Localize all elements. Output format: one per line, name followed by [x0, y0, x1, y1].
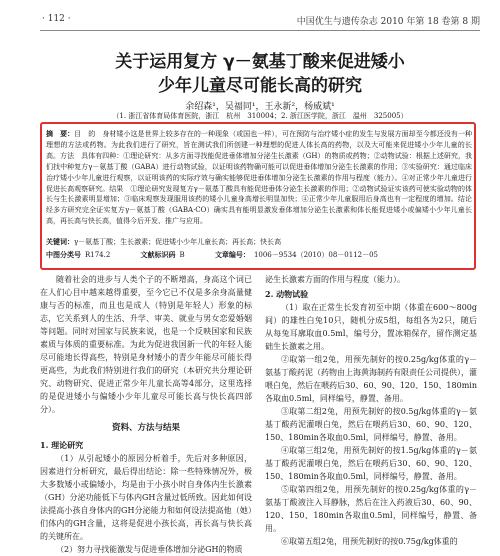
subsection-theory: 1. 理论研究 [40, 440, 84, 450]
title-line-2: 少年儿童尽可能长高的研究 [158, 76, 362, 96]
right-continuation: 泌生长激素方面的作用与程度（能力）。 [265, 275, 405, 284]
clc-value: R174.2 [85, 251, 111, 259]
keywords-label: 关键词： [46, 237, 74, 246]
animal-paragraph: （1）取在正常生长发育初至中期（体重在600～800g间）的雄性白兔10只，随机分成5组，每组各为2只，随后从每兔耳廓取血0.5ml，编号分，置冰箱保存，留作测定基础生长激素之用。 [265, 303, 477, 351]
authors: 余绍森¹，吴福同¹，王永新²，杨威斌¹ [185, 102, 335, 112]
affiliation: （1. 浙江省体育局体育医院，浙江 杭州 310004；2. 浙江医学院，浙江 温州 325005） [112, 112, 408, 120]
section-title: 资料、方法与结果 [111, 423, 180, 433]
classification-line [46, 250, 472, 260]
animal-item: ④取第三组2兔，用预先制好的按1.5g/kg体重的γ－氨基丁酸药泥灌喂白兔，然后在喂药后30、60、90、120、150、180min各取血0.5ml，同样编号，静置、备用。 [265, 446, 477, 481]
theory-paragraph-2: （2）努力寻找能激发与促进垂体增加分泌GH的物质 [56, 545, 243, 554]
article-number-label: 文章编号： [214, 250, 250, 259]
theory-paragraph-1: （1）从引起矮小的原因分析着手，先后对多种原因，因素进行分析研究，最后得出结论：除一些特殊情况外，极大多数矮小或偏矮小，均是由于小孩小时自身体内生长激素（GH）分泌功能低下与体内GH含量过低所致。因此如何设法提高小孩自身体内的GH分泌能力和如何设法提高他（她）们体内的GH含量，这将是促进小孩长高，再长高与快长高的关键所在。 [40, 454, 252, 541]
journal-citation: 中国优生与遗传杂志 2010 年第 18 卷第 8 期 [296, 17, 480, 27]
article-title [40, 50, 480, 98]
doc-code-value: B [179, 251, 185, 259]
animal-item: ⑥取第五组2兔，用预先制好的按0.75g/kg体重的 [281, 537, 458, 546]
subsection-animal: 2. 动物试验 [265, 289, 309, 299]
article-number-value: 1006－9534（2010）08－0112－05 [253, 251, 379, 259]
body-left-column [40, 273, 252, 556]
abstract-text: 目 的 身材矮小这是世界上较多存在的一种现象（或国也一样），可在预防与治疗矮小症的发生与发展方面却至今都还没有一种理想的方法或药物。为此我们进行了研究，旨在测试我们所创建一种理想的促进人体长高的药物，以及大可能来促进矮小少年儿童的长高。方法 具体有四种：①理论研究：从多方面寻找能促进垂体增加分泌生长激素（GH）的物质或药物；②动物试验：根据上述研究，我们找中种复方γ－氨基丁酸（GABA）进行动物试验，以证明该药物确可能可以促进垂体增加分泌生长激素的作用；③实验研究：通过临床治疗矮小少年儿童进行观察，以证明该药的实际疗效与确实能够促进垂体增加分泌生长激素的作用与程度（能力）。④对正常少年儿童进行促进长高观察研究。结果 ①理论研究发现复方γ－氨基丁酸具有能促进垂体分泌生长激素的作用；②动物试验证实该药可使实验动物的体长与生长激素明显增加；③临床观察发现服用该药的矮小儿童身高增长明显加快；④正常少年儿童服用后身高也有一定程度的增加。结论 经多方研究完全证实复方γ－氨基丁酸（GABA·CO）确实具有能明显激发垂体增加分泌生长激素和体长能促进矮小或偏矮小少年儿童长高，再长高与快长高，值得今后开发、推广与应用。 [46, 130, 479, 226]
intro-paragraph: 随着社会的进步与人类个子的不断增高，身高这个词已在人们心目中越来越得重要，至今它已不仅是多余身高量健康与否的标准，而且也是成人（特别是年轻人）形象的标志，它关系到人的生活、升学、审美、就业与男女恋爱婚姻等问题。同时对国家与民族来说，也是一个反映国家和民族素质与体质的重要标准。为此为促进我国新一代的年轻人能尽可能地长得高些，特别是身材矮小的青少年能尽可能长得更高些，为此我们特别进行我们的研究（本研究共分理论研究、动物研究、促进正常少年儿童长高等4部分，这里选择的是促进矮小与偏矮小少年儿童尽可能长高与快长高四部分）。 [40, 275, 252, 414]
header-rule [40, 30, 480, 31]
keywords-text: γ－氨基丁酸；生长激素；促进矮小少年儿童长高；再长高；快长高 [74, 238, 282, 246]
doc-code-label: 文献标识码 [140, 250, 176, 259]
keywords [46, 237, 472, 247]
page-header [42, 14, 480, 28]
title-line-1: 关于运用复方 γ－氨基丁酸来促进矮小 [115, 52, 405, 72]
animal-item: ②取第一组2兔，用预先制好的按0.25g/kg体重的γ－氨基丁酸药泥（药物由上海黄海制药有限责任公司提供），灌喂白兔，然后在喂药后30、60、90、120、150、180min各取血0.5ml，同样编号，静置、备用。 [265, 355, 477, 403]
clc-label: 中图分类号 [46, 250, 81, 259]
animal-item: ⑤取第四组2兔，用预先制好的按0.25g/kg体重的γ－氨基丁酸液注入耳静脉，然后在注入药液后30、60、90、120、150、180min各取血0.5ml，同样编号，静置、备用。 [265, 485, 477, 533]
page-number: · 112 · [42, 14, 71, 24]
animal-item: ③取第二组2兔，用预先制好的按0.5g/kg体重的γ－氨基丁酸药泥灌喂白兔，然后在喂药后30、60、90、120、150、180min各取血0.5ml，同样编号，静置、备用。 [265, 407, 477, 442]
body-right-column [265, 273, 477, 548]
abstract [46, 129, 479, 227]
abstract-label: 摘 要： [46, 129, 75, 138]
